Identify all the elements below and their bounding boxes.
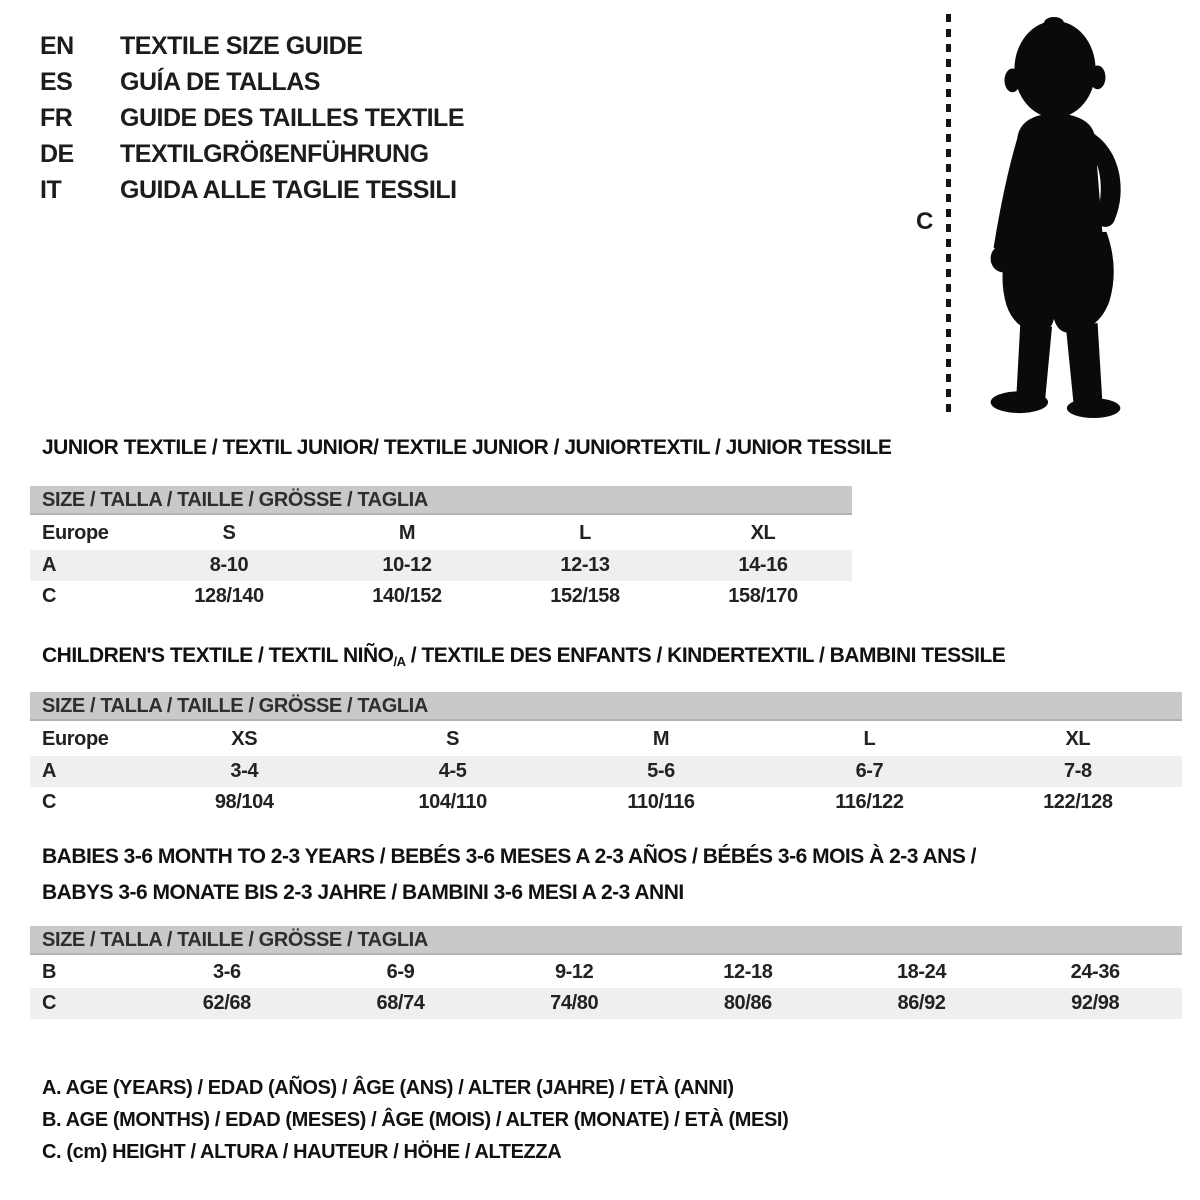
lang-row-en <box>40 28 464 64</box>
size-col-header: S <box>446 728 460 750</box>
size-value: 98/104 <box>214 791 274 813</box>
size-value: 12-13 <box>560 554 610 576</box>
lang-row-fr <box>40 100 464 136</box>
children-title-pre: CHILDREN'S TEXTILE / TEXTIL NIÑO <box>42 644 394 667</box>
size-value: 68/74 <box>376 992 425 1014</box>
size-value: 7-8 <box>1063 760 1092 782</box>
row-label: A <box>42 554 57 576</box>
lang-row-it <box>40 172 464 208</box>
children-header-row <box>30 723 1182 756</box>
size-value: 14-16 <box>738 554 788 576</box>
size-value: 3-4 <box>230 760 259 782</box>
lang-row-es <box>40 64 464 100</box>
size-value: 10-12 <box>382 554 432 576</box>
size-value: 110/116 <box>627 791 695 813</box>
size-value: 104/110 <box>418 791 487 813</box>
size-value: 5-6 <box>647 760 675 782</box>
region-label: Europe <box>42 522 109 544</box>
children-size-header-bar: SIZE / TALLA / TAILLE / GRÖSSE / TAGLIA <box>30 692 1182 721</box>
lang-code: IT <box>40 175 62 204</box>
size-value: 116/122 <box>835 791 904 813</box>
children-size-table <box>30 692 1182 818</box>
lang-title: TEXTILE SIZE GUIDE <box>120 31 363 60</box>
babies-section-title-line2: BABYS 3-6 MONATE BIS 2-3 JAHRE / BAMBINI 3-6 MESI A 2-3 ANNI <box>42 881 684 904</box>
junior-row-height <box>30 581 852 612</box>
size-value: 18-24 <box>896 961 947 983</box>
size-col-header: XL <box>750 522 776 544</box>
junior-header-row <box>30 517 852 550</box>
size-col-header: L <box>579 522 591 544</box>
size-value: 62/68 <box>202 992 251 1014</box>
size-value: 152/158 <box>550 585 620 607</box>
row-label: A <box>42 760 57 782</box>
lang-title: GUÍA DE TALLAS <box>120 67 320 96</box>
lang-title: TEXTILGRÖßENFÜHRUNG <box>120 139 429 168</box>
size-col-header: XS <box>231 728 258 750</box>
junior-row-age <box>30 550 852 581</box>
size-col-header: L <box>863 728 876 750</box>
junior-size-header-bar: SIZE / TALLA / TAILLE / GRÖSSE / TAGLIA <box>30 486 852 515</box>
babies-size-header-bar: SIZE / TALLA / TAILLE / GRÖSSE / TAGLIA <box>30 926 1182 955</box>
size-value: 9-12 <box>554 961 594 983</box>
height-measure-dashed-line <box>946 14 951 418</box>
size-value: 158/170 <box>728 585 798 607</box>
lang-code: ES <box>40 67 73 96</box>
size-col-header: M <box>652 728 670 750</box>
figure-area <box>900 8 1170 420</box>
lang-code: FR <box>40 103 73 132</box>
language-title-list <box>40 28 464 208</box>
size-value: 24-36 <box>1070 961 1120 983</box>
row-label: B <box>42 961 57 983</box>
row-label: C <box>42 585 57 607</box>
size-value: 86/92 <box>897 992 946 1014</box>
size-col-header: M <box>398 522 416 544</box>
lang-code: EN <box>40 31 74 60</box>
babies-row-age-months <box>30 957 1182 988</box>
size-col-header: S <box>222 522 236 544</box>
size-value: 128/140 <box>194 585 264 607</box>
babies-row-height <box>30 988 1182 1019</box>
height-measure-label: C <box>916 208 934 235</box>
size-value: 6-9 <box>386 961 415 983</box>
size-value: 74/80 <box>550 992 599 1014</box>
row-label: C <box>42 791 57 813</box>
lang-title: GUIDA ALLE TAGLIE TESSILI <box>120 175 457 204</box>
junior-size-table <box>30 486 852 612</box>
lang-code: DE <box>40 139 74 168</box>
size-value: 6-7 <box>855 760 884 782</box>
size-value: 140/152 <box>372 585 442 607</box>
children-row-age <box>30 756 1182 787</box>
size-col-header: XL <box>1065 728 1091 750</box>
children-row-height <box>30 787 1182 818</box>
size-value: 12-18 <box>723 961 773 983</box>
children-section-title <box>42 644 1005 669</box>
measure-legend <box>42 1072 788 1168</box>
babies-size-table <box>30 926 1182 1019</box>
region-label: Europe <box>42 728 109 750</box>
size-value: 4-5 <box>438 760 467 782</box>
lang-row-de <box>40 136 464 172</box>
size-value: 3-6 <box>212 961 241 983</box>
size-value: 80/86 <box>723 992 772 1014</box>
legend-line-c: C. (cm) HEIGHT / ALTURA / HAUTEUR / HÖHE / ALTEZZA <box>42 1141 562 1163</box>
legend-line-b: B. AGE (MONTHS) / EDAD (MESES) / ÂGE (MOIS) / ALTER (MONATE) / ETÀ (MESI) <box>42 1109 789 1131</box>
children-title-post: / TEXTILE DES ENFANTS / KINDERTEXTIL / BAMBINI TESSILE <box>405 644 1006 667</box>
junior-section-title: JUNIOR TEXTILE / TEXTIL JUNIOR/ TEXTILE JUNIOR / JUNIORTEXTIL / JUNIOR TESSILE <box>42 436 892 459</box>
size-value: 92/98 <box>1071 992 1120 1014</box>
size-value: 8-10 <box>209 554 249 576</box>
children-title-sub: /A <box>393 654 406 669</box>
lang-title: GUIDE DES TAILLES TEXTILE <box>120 103 465 132</box>
size-value: 122/128 <box>1043 791 1113 813</box>
toddler-silhouette-icon <box>962 14 1144 420</box>
legend-line-a: A. AGE (YEARS) / EDAD (AÑOS) / ÂGE (ANS) / ALTER (JAHRE) / ETÀ (ANNI) <box>42 1077 734 1099</box>
row-label: C <box>42 992 57 1014</box>
babies-section-title-line1: BABIES 3-6 MONTH TO 2-3 YEARS / BEBÉS 3-6 MESES A 2-3 AÑOS / BÉBÉS 3-6 MOIS À 2-3 ANS / <box>42 845 977 868</box>
